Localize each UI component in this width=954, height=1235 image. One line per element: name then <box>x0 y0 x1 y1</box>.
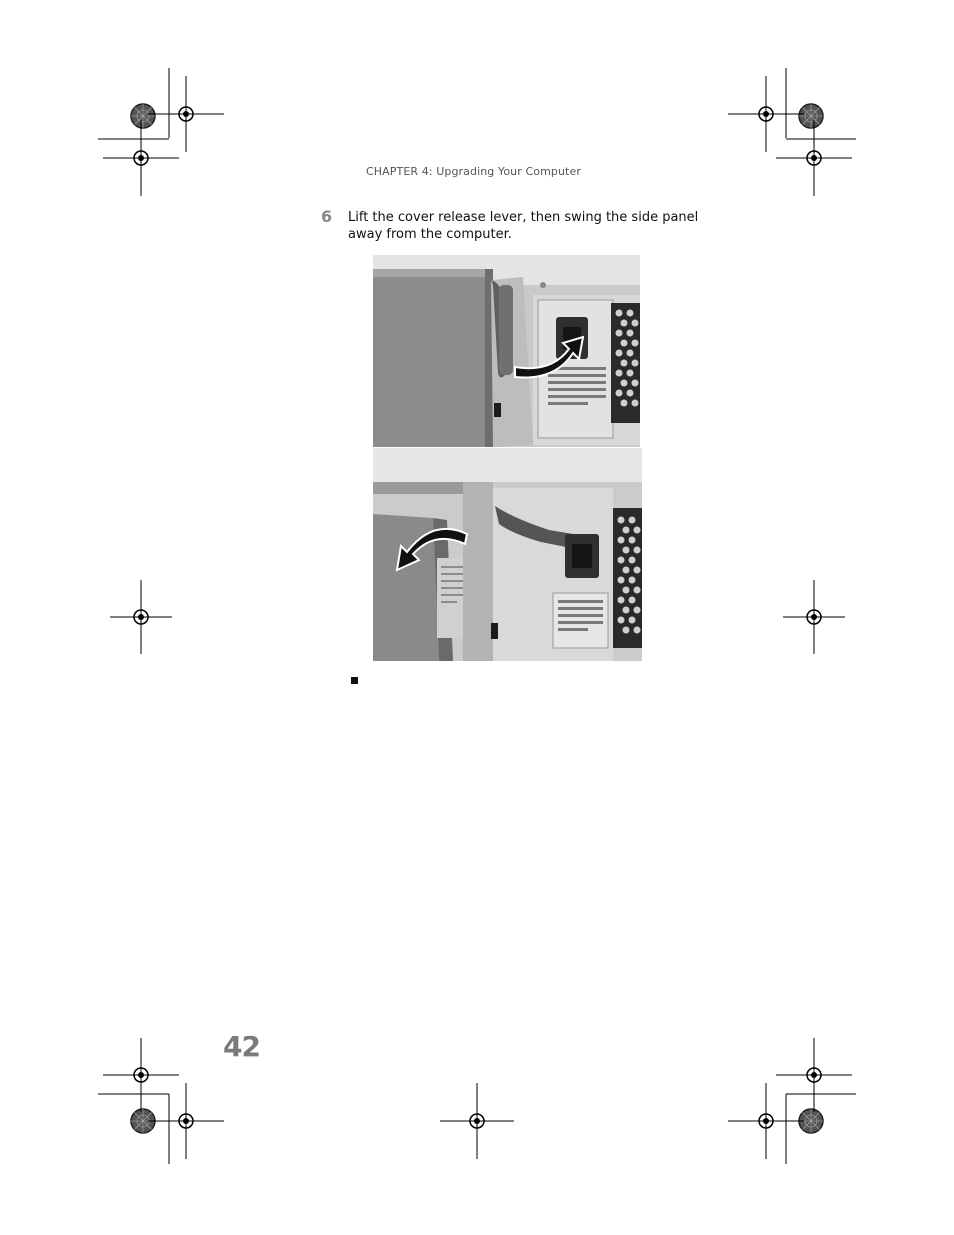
page-number: 42 <box>223 1030 260 1063</box>
step-instruction: Lift the cover release lever, then swing the side panel away from the computer. <box>348 210 699 242</box>
panel-swing-photo <box>373 448 642 661</box>
lever-lift-photo <box>373 255 640 447</box>
step-number: 6 <box>321 207 333 226</box>
running-header: CHAPTER 4: Upgrading Your Computer <box>366 165 581 178</box>
end-of-procedure-marker <box>351 677 358 684</box>
